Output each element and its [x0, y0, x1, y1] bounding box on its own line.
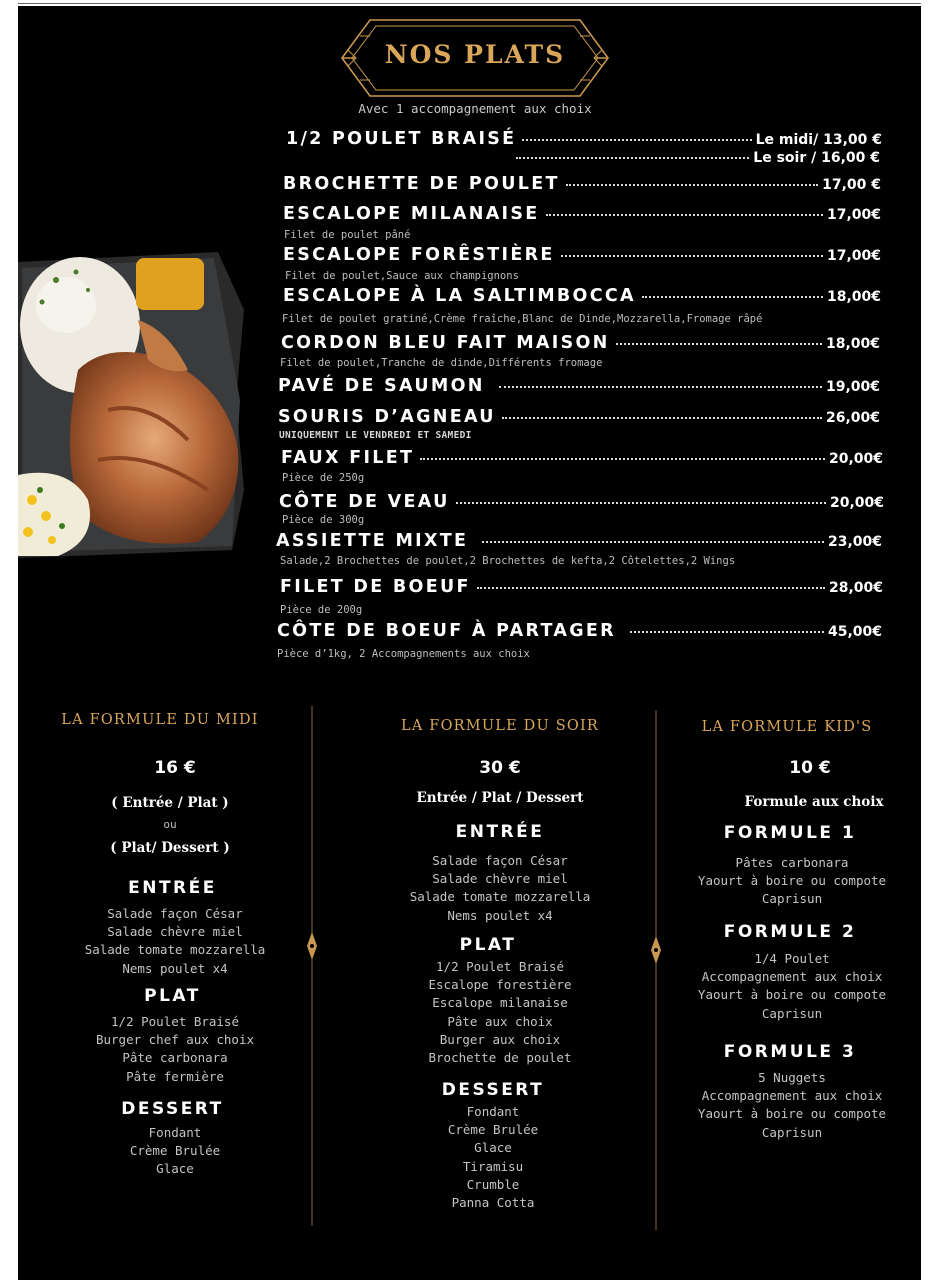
formule-midi-option2: ( Plat/ Dessert ) — [110, 840, 230, 856]
dish-row — [281, 333, 880, 359]
dish-description: Filet de poulet,Sauce aux champignons — [285, 270, 519, 282]
list-item: Crème Brulée — [129, 1143, 221, 1159]
formule-midi-title: LA FORMULE DU MIDI — [61, 712, 259, 728]
formule-kids-f1-heading: FORMULE 1 — [723, 823, 857, 843]
dish-row — [277, 621, 882, 647]
list-item: Fondant — [148, 1125, 202, 1140]
formule-kids-title: LA FORMULE KID'S — [701, 719, 873, 735]
formule-soir-price: 30 € — [479, 758, 521, 778]
formule-midi-dessert-list — [40, 1124, 310, 1179]
list-item: 5 Nuggets — [758, 1070, 826, 1085]
list-item: Caprisun — [761, 1124, 823, 1140]
formule-soir-entree-heading: ENTRÉE — [455, 822, 545, 842]
formule-kids-price: 10 € — [789, 758, 831, 778]
dot-leader — [499, 386, 822, 388]
dish-name: PAVÉ DE SAUMON — [278, 376, 485, 396]
list-item: Nems poulet x4 — [447, 907, 553, 923]
dot-leader — [482, 541, 824, 543]
list-item: Salade façon César — [107, 906, 243, 921]
subtitle: Avec 1 accompagnement aux choix — [358, 101, 592, 116]
formule-soir-plat-list — [350, 958, 650, 1067]
dish-price: 17,00€ — [826, 207, 881, 223]
dish-description: Pièce de 300g — [282, 514, 365, 526]
list-item: Nems poulet x4 — [122, 960, 228, 976]
list-item: Salade tomate mozzarella — [84, 942, 266, 958]
formule-kids-f3-heading: FORMULE 3 — [723, 1042, 857, 1062]
dish-price: 20,00€ — [828, 451, 883, 467]
dish-name: ESCALOPE À LA SALTIMBOCCA — [283, 286, 636, 306]
dish-price: 23,00€ — [827, 534, 882, 550]
dish-row — [516, 150, 880, 176]
formule-soir-dessert-list — [350, 1103, 636, 1212]
dish-price: Le soir / 16,00 € — [753, 150, 880, 166]
list-item: Fondant — [466, 1104, 520, 1119]
top-border — [18, 3, 921, 4]
dish-name: SOURIS D’AGNEAU — [278, 407, 496, 427]
dish-price: 20,00€ — [829, 495, 884, 511]
dish-price: 18,00€ — [825, 336, 880, 352]
list-item: Yaourt à boire ou compote — [697, 1106, 887, 1122]
list-item: Burger chef aux choix — [95, 1032, 255, 1048]
food-photo — [18, 250, 244, 558]
dish-row — [279, 492, 884, 518]
page-title: NOS PLATS — [384, 40, 566, 69]
formule-soir-dessert-heading: DESSERT — [441, 1080, 545, 1100]
dish-name: ASSIETTE MIXTE — [276, 531, 469, 551]
dish-price: 17,00€ — [826, 248, 881, 264]
dish-price: 19,00€ — [825, 379, 880, 395]
dish-name: BROCHETTE DE POULET — [283, 174, 560, 194]
dot-leader — [546, 214, 823, 216]
list-item: Pâte aux choix — [447, 1013, 553, 1029]
dish-price: 28,00€ — [828, 580, 883, 596]
dish-price: 18,00€ — [826, 289, 881, 305]
dish-row — [283, 204, 881, 230]
dish-row — [280, 577, 883, 603]
formule-midi-dessert-heading: DESSERT — [121, 1099, 224, 1119]
formule-kids-f2-heading: FORMULE 2 — [723, 922, 857, 942]
dish-name: CÔTE DE BOEUF À PARTAGER — [277, 621, 616, 641]
dish-row — [283, 245, 881, 271]
list-item: Escalope forestière — [428, 977, 572, 993]
dish-name: FILET DE BOEUF — [280, 577, 471, 597]
list-item: 1/2 Poulet Braisé — [111, 1014, 239, 1029]
list-item: Burger aux choix — [439, 1031, 561, 1047]
list-item: Caprisun — [761, 1005, 823, 1021]
list-item: Tiramisu — [462, 1158, 524, 1174]
list-item: Pâtes carbonara — [735, 855, 849, 870]
dish-description: Salade,2 Brochettes de poulet,2 Brochettes de kefta,2 Côtelettes,2 Wings — [280, 555, 736, 567]
dot-leader — [420, 458, 825, 460]
list-item: Caprisun — [761, 891, 823, 907]
list-item: Pâte fermière — [126, 1068, 224, 1084]
list-item: Crème Brulée — [447, 1122, 539, 1138]
list-item: Glace — [474, 1140, 512, 1156]
formule-soir-option: Entrée / Plat / Dessert — [416, 790, 584, 806]
dish-row — [283, 174, 881, 200]
dish-price: 17,00 € — [822, 177, 881, 193]
dish-description: Filet de poulet,Tranche de dinde,Différents fromage — [280, 357, 603, 369]
list-item: Salade chèvre miel — [107, 924, 243, 940]
dish-description: UNIQUEMENT LE VENDREDI ET SAMEDI — [279, 430, 472, 441]
list-item: Crumble — [466, 1176, 520, 1192]
list-item: 1/4 Poulet — [754, 951, 830, 966]
formule-kids-f3-list — [670, 1069, 914, 1142]
dot-leader — [630, 631, 824, 633]
dot-leader — [566, 184, 818, 186]
formule-midi-entree-list — [40, 905, 310, 978]
formule-midi-or: ou — [163, 818, 177, 831]
list-item: Escalope milanaise — [432, 995, 568, 1011]
formule-soir-plat-heading: PLAT — [459, 935, 517, 955]
formule-kids-option: Formule aux choix — [744, 794, 884, 810]
dish-row — [278, 376, 880, 402]
dot-leader — [456, 502, 826, 504]
formule-soir-entree-list — [350, 852, 650, 925]
dot-leader — [516, 157, 749, 159]
list-item: Accompagnement aux choix — [701, 1088, 883, 1104]
dot-leader — [616, 343, 822, 345]
formule-midi-entree-heading: ENTRÉE — [128, 878, 217, 898]
dish-name: FAUX FILET — [281, 448, 415, 468]
dot-leader — [642, 296, 823, 298]
formule-soir-title: LA FORMULE DU SOIR — [401, 718, 599, 734]
formule-kids-f1-list — [670, 854, 914, 909]
dish-name: 1/2 POULET BRAISÉ — [286, 129, 517, 149]
dish-row — [276, 531, 882, 557]
dish-name: CÔTE DE VEAU — [279, 492, 450, 512]
formule-midi-option1: ( Entrée / Plat ) — [111, 795, 229, 811]
formule-kids-f2-list — [670, 950, 914, 1023]
gold-divider-icon — [648, 710, 664, 1230]
dish-price: 45,00€ — [827, 624, 882, 640]
dish-description: Filet de poulet gratiné,Crème fraîche,Blanc de Dinde,Mozzarella,Fromage râpé — [282, 313, 763, 325]
dish-description: Pièce de 250g — [282, 472, 365, 484]
list-item: Salade chèvre miel — [432, 871, 568, 887]
dot-leader — [502, 417, 822, 419]
formule-midi-plat-list — [40, 1013, 310, 1086]
formule-midi-plat-heading: PLAT — [144, 986, 201, 1006]
dish-description: Filet de poulet pâné — [284, 229, 411, 241]
dish-row — [281, 448, 883, 474]
dish-name: CORDON BLEU FAIT MAISON — [281, 333, 610, 353]
dot-leader — [522, 139, 751, 141]
list-item: Yaourt à boire ou compote — [697, 987, 887, 1003]
dish-price: Le midi/ 13,00 € — [755, 132, 882, 148]
formule-midi-price: 16 € — [154, 758, 196, 778]
dish-name: ESCALOPE MILANAISE — [283, 204, 540, 224]
dot-leader — [561, 255, 823, 257]
list-item: 1/2 Poulet Braisé — [436, 959, 564, 974]
list-item: Salade façon César — [432, 853, 568, 868]
dish-row — [283, 286, 881, 312]
dish-name: ESCALOPE FORÊSTIÈRE — [283, 245, 555, 265]
dish-description: Pièce d’1kg, 2 Accompagnements aux choix — [277, 648, 530, 660]
dot-leader — [477, 587, 825, 589]
list-item: Salade tomate mozzarella — [409, 889, 591, 905]
title-banner — [340, 16, 610, 100]
dish-description: Pièce de 200g — [280, 604, 363, 616]
dish-price: 26,00€ — [825, 410, 880, 426]
list-item: Yaourt à boire ou compote — [697, 873, 887, 889]
list-item: Brochette de poulet — [428, 1050, 572, 1066]
list-item: Glace — [156, 1161, 194, 1177]
list-item: Accompagnement aux choix — [701, 969, 883, 985]
list-item: Panna Cotta — [451, 1195, 535, 1211]
list-item: Pâte carbonara — [122, 1050, 228, 1066]
